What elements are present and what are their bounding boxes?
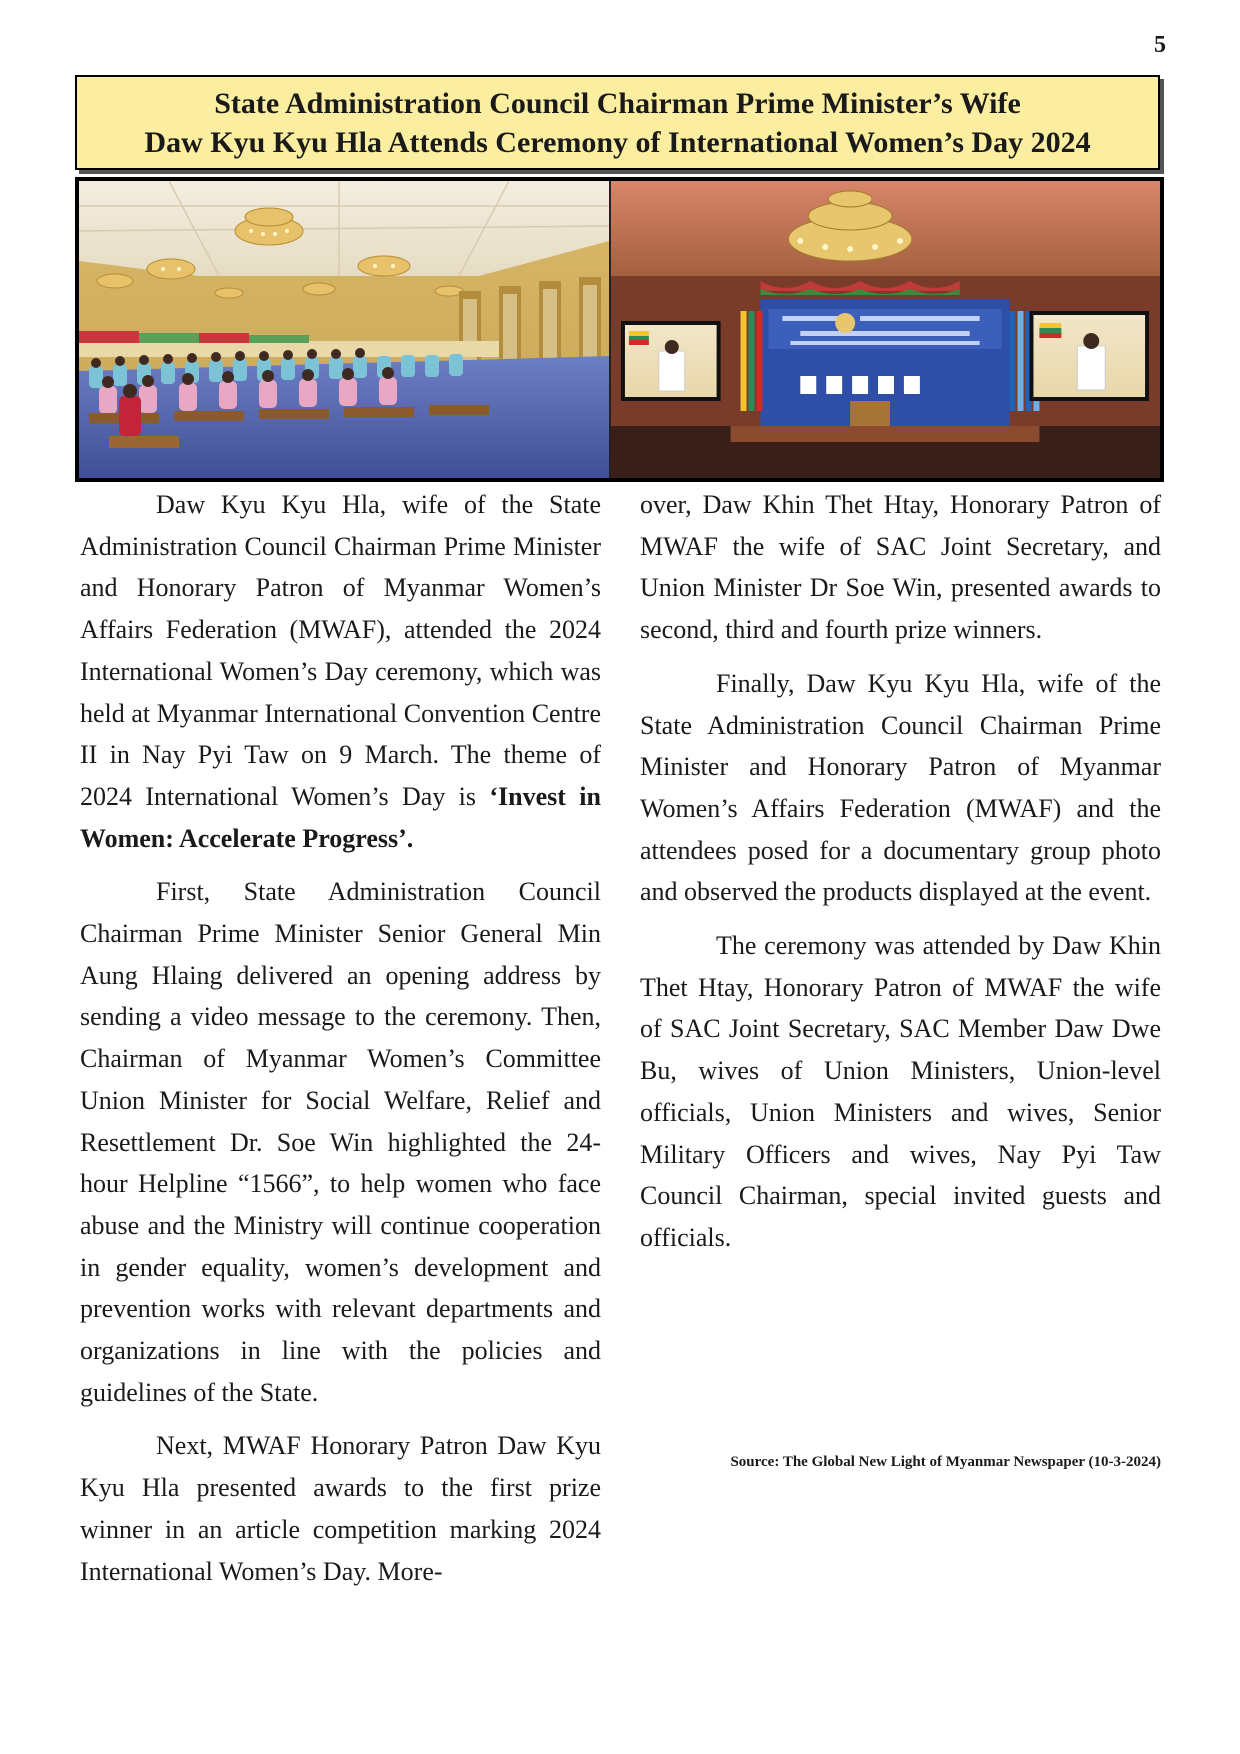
paragraph-intro-text: Daw Kyu Kyu Hla, wife of the State Administration Council Chairman Prime Minister and Honorary Patron of Myanmar Women’s Affairs Federation (MWAF), attended the 2024 International Women’s Day ceremony, which was held at Myanmar International Convention Centre II in Nay Pyi Taw on 9 March. The theme of 2024 International Women’s Day is (80, 490, 601, 811)
source-credit: Source: The Global New Light of Myanmar Newspaper (10-3-2024) (730, 1454, 1161, 1470)
paragraph-awards-start: Next, MWAF Honorary Patron Daw Kyu Kyu Hla presented awards to the first prize winner in an article competition marking 2024 International Women’s Day. More- (80, 1431, 601, 1586)
paragraph-opening-address: First, State Administration Council Chairman Prime Minister Senior General Min Aung Hlaing delivered an opening address by sending a video message to the ceremony. Then, Chairman of Myanmar Women’s Committee Union Minister for Social Welfare, Relief and Resettlement Dr. Soe Win highlighted the 24-hour Helpline “1566”, to help women who face abuse and the Ministry will continue cooperation in gender equality, women’s development and prevention works with relevant departments and organizations in line with the policies and guidelines of the State. (80, 877, 601, 1407)
article-title-box (75, 75, 1160, 170)
page-number: 5 (1154, 32, 1166, 58)
hall-attendees-illustration (79, 181, 609, 478)
stage-screens-illustration (611, 181, 1160, 478)
article-column-left (80, 484, 601, 1604)
photo-hall-attendees (79, 181, 611, 478)
photo-strip (75, 177, 1164, 482)
article-column-right (640, 484, 1161, 1271)
paragraph-awards-continued: over, Daw Khin Thet Htay, Honorary Patron of MWAF the wife of SAC Joint Secretary, and Union Minister Dr Soe Win, presented awards to second, third and fourth prize winners. (640, 490, 1161, 645)
article-title-line-2: Daw Kyu Kyu Hla Attends Ceremony of International Women’s Day 2024 (144, 125, 1091, 159)
paragraph-intro (80, 484, 601, 859)
photo-stage-screens (611, 181, 1160, 478)
paragraph-attendees: The ceremony was attended by Daw Khin Thet Htay, Honorary Patron of MWAF the wife of SAC Joint Secretary, SAC Member Daw Dwe Bu, wives of Union Ministers, Union-level officials, Union Ministers and wives, Senior Military Officers and wives, Nay Pyi Taw Council Chairman, special invited guests and officials. (640, 931, 1161, 1252)
paragraph-group-photo: Finally, Daw Kyu Kyu Hla, wife of the State Administration Council Chairman Prime Minister and Honorary Patron of Myanmar Women’s Affairs Federation (MWAF) and the attendees posed for a documentary group photo and observed the products displayed at the event. (640, 668, 1161, 907)
theme-highlight: ‘Invest in Women: Accelerate Progress’. (80, 781, 601, 853)
article-title-line-1: State Administration Council Chairman Prime Minister’s Wife (214, 86, 1021, 120)
